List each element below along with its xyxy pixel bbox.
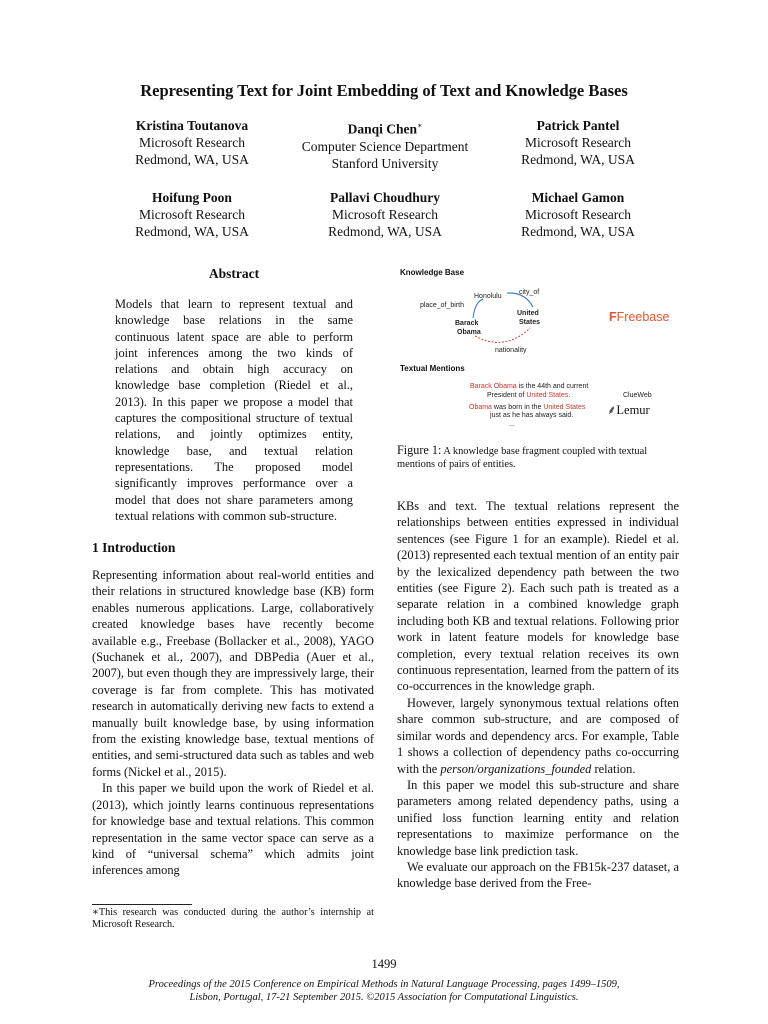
paper-title: Representing Text for Joint Embedding of Text and Knowledge Bases bbox=[140, 81, 628, 100]
mention-2-line-1: Obama was born in the United States bbox=[469, 404, 586, 411]
figure-caption: Figure 1: A knowledge base fragment coupled with textual mentions of pairs of entities. bbox=[397, 443, 648, 470]
footnote: ∗This research was conducted during the author’s internship at Microsoft Research. bbox=[92, 907, 374, 930]
author-location: Redmond, WA, USA bbox=[135, 152, 249, 167]
edge-nationality bbox=[475, 328, 530, 342]
node-united: United bbox=[517, 310, 539, 317]
section-heading: 1 Introduction bbox=[92, 540, 176, 555]
author-name: Michael Gamon bbox=[531, 190, 625, 205]
abstract-heading: Abstract bbox=[208, 266, 260, 281]
author-block bbox=[463, 189, 693, 240]
clueweb-label: ClueWeb bbox=[623, 392, 652, 399]
node-barack: Barack bbox=[455, 320, 479, 327]
edge-label-nationality: nationality bbox=[495, 347, 527, 354]
author-affiliation: Microsoft Research bbox=[138, 135, 246, 150]
footer-line-2: Lisbon, Portugal, 17-21 September 2015. ©2015 Association for Computational Linguistics. bbox=[189, 991, 579, 1003]
proceedings-footer bbox=[0, 979, 768, 1004]
kb-heading: Knowledge Base bbox=[400, 268, 465, 277]
mention-1-line-2: President of United States. bbox=[487, 392, 571, 399]
node-states: States bbox=[519, 319, 541, 326]
tm-heading: Textual Mentions bbox=[400, 364, 465, 373]
figure-1-graphic bbox=[395, 262, 685, 432]
right-column-body bbox=[397, 498, 679, 892]
node-honolulu: Honolulu bbox=[474, 293, 502, 300]
left-column-body bbox=[92, 567, 374, 879]
paragraph: Representing information about real-world entities and their relations in structured knowledge base (KB) form enables numerous applications. Large, collaboratively created knowledge bases have recently become available e.g., Freebase (Bollacker et al., 2008), YAGO (Suchanek et al., 2007), and DBPedia (Auer et al., 2007), but even though they are impressively large, their coverage is far from complete. This has motivated research in automatically deriving new facts to extend a manually built knowledge base, by using information from the existing knowledge base, textual mentions of entities, and semi-structured data such as tables and web forms (Nickel et al., 2015). bbox=[92, 568, 374, 779]
edge-place-of-birth bbox=[473, 299, 483, 318]
paragraph: However, largely synonymous textual relations often share common sub-structure, and are composed of similar words and dependency arcs. For example, Table 1 shows a collection of dependency paths co-occurring with the person/organizations_founded relation. bbox=[397, 695, 679, 776]
paragraph: In this paper we build upon the work of Riedel et al. (2013), which jointly learns continuous representations for knowledge base and textual relations. This common representation in the same vector space can serve as a kind of “universal schema” which admits joint inferences among bbox=[92, 781, 374, 878]
footnote-rule bbox=[92, 904, 192, 905]
author-name: Pallavi Choudhury bbox=[330, 190, 440, 205]
paragraph: We evaluate our approach on the FB15k-237 dataset, a knowledge base derived from the Free- bbox=[397, 859, 679, 891]
author-location: Redmond, WA, USA bbox=[135, 224, 249, 239]
edge-label-city-of: city_of bbox=[519, 289, 540, 296]
node-obama: Obama bbox=[457, 329, 481, 336]
author-name: Hoifung Poon bbox=[152, 190, 232, 205]
author-location: Redmond, WA, USA bbox=[328, 224, 442, 239]
paragraph: In this paper we model this sub-structure and share parameters among related dependency paths, using a unified loss function learning entity and relation representations to maximize performance on the knowledge base link prediction task. bbox=[397, 777, 679, 858]
author-location: Stanford University bbox=[331, 155, 439, 171]
ellipsis: ... bbox=[509, 421, 515, 428]
author-name: Danqi Chen∗ bbox=[347, 121, 423, 137]
author-affiliation: Computer Science Department bbox=[301, 138, 469, 154]
page-number: 1499 bbox=[371, 957, 397, 971]
author-name: Kristina Toutanova bbox=[135, 118, 249, 133]
freebase-logo: FFreebase bbox=[609, 310, 670, 324]
author-affiliation: Microsoft Research bbox=[524, 207, 632, 222]
author-block bbox=[463, 117, 693, 168]
mention-1-line-1: Barack Obama is the 44th and current bbox=[470, 383, 589, 390]
author-affiliation: Microsoft Research bbox=[524, 135, 632, 150]
author-location: Redmond, WA, USA bbox=[521, 224, 635, 239]
edge-label-place-of-birth: place_of_birth bbox=[420, 302, 464, 309]
footer-line-1: Proceedings of the 2015 Conference on Empirical Methods in Natural Language Processing, pages 1499–1509, bbox=[148, 979, 620, 990]
author-affiliation: Microsoft Research bbox=[138, 207, 246, 222]
figure-1 bbox=[395, 262, 685, 432]
mention-2-line-2: just as he has always said. bbox=[490, 412, 574, 419]
paragraph: KBs and text. The textual relations represent the relationships between entities expressed in individual sentences (see Figure 1 for an example). Riedel et al. (2013) represented each textual mention of an entity pair by the lexicalized dependency path between the two entities (see Figure 2). Each such path is treated as a separate relation in a combined knowledge graph including both KB and textual relations. Following prior work in latent feature models for knowledge base completion, every textual relation receives its own continuous representation, learned from the pattern of its co-occurrences in the knowledge graph. bbox=[397, 499, 679, 694]
author-affiliation: Microsoft Research bbox=[331, 207, 439, 222]
author-location: Redmond, WA, USA bbox=[521, 152, 635, 167]
lemur-logo: ⸙Lemur bbox=[607, 403, 650, 417]
abstract-text: Models that learn to represent textual and knowledge base relations in the same continuous latent space are able to perform joint inferences among the two kinds of relations and obtain high accuracy on knowledge base completion (Riedel et al., 2013). In this paper we propose a model that captures the compositional structure of textual relations, and jointly optimizes entity, knowledge base, and textual relation representations. The proposed model significantly improves performance over a model that does not share parameters among textual relations with common sub-structure. bbox=[115, 297, 353, 523]
author-name: Patrick Pantel bbox=[536, 118, 620, 133]
